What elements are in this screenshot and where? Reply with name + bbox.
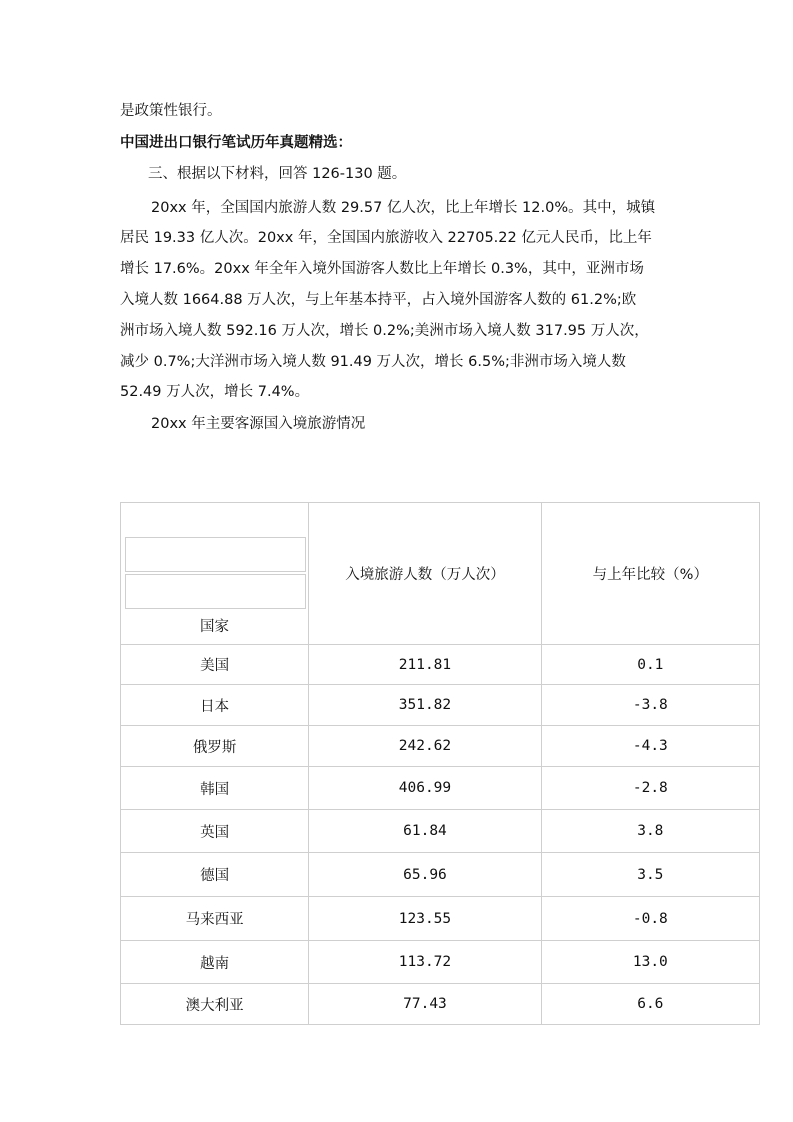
table-row bbox=[121, 897, 760, 941]
cell-visitors: 242.62 bbox=[309, 726, 541, 767]
cell-country: 澳大利亚 bbox=[121, 984, 309, 1025]
paragraph-line: 洲市场入境人数 592.16 万人次，增长 0.2%;美洲市场入境人数 317.95 万人次， bbox=[120, 323, 649, 339]
table-header-row bbox=[121, 503, 760, 645]
cell-change: -2.8 bbox=[541, 767, 759, 810]
cell-country: 美国 bbox=[121, 645, 309, 685]
cell-country: 日本 bbox=[121, 685, 309, 726]
cell-visitors: 77.43 bbox=[309, 984, 541, 1025]
cell-country: 德国 bbox=[121, 853, 309, 897]
table-row bbox=[121, 767, 760, 810]
cell-visitors: 65.96 bbox=[309, 853, 541, 897]
cell-visitors: 113.72 bbox=[309, 941, 541, 984]
table-row bbox=[121, 810, 760, 853]
table-row bbox=[121, 726, 760, 767]
header-country-cell bbox=[121, 503, 309, 645]
question-intro: 三、根据以下材料，回答 126-130 题。 bbox=[148, 166, 407, 182]
cell-change: -4.3 bbox=[541, 726, 759, 767]
cell-visitors: 61.84 bbox=[309, 810, 541, 853]
cell-country: 英国 bbox=[121, 810, 309, 853]
table-row bbox=[121, 645, 760, 685]
table-row bbox=[121, 984, 760, 1025]
cell-change: 0.1 bbox=[541, 645, 759, 685]
paragraph-line: 52.49 万人次，增长 7.4%。 bbox=[120, 384, 310, 400]
header-country: 国家 bbox=[200, 619, 229, 635]
cell-country: 俄罗斯 bbox=[121, 726, 309, 767]
table-row bbox=[121, 941, 760, 984]
cell-change: 3.5 bbox=[541, 853, 759, 897]
paragraph-line: 入境人数 1664.88 万人次，与上年基本持平，占入境外国游客人数的 61.2%;欧 bbox=[120, 292, 637, 308]
cell-country: 越南 bbox=[121, 941, 309, 984]
cell-change: 3.8 bbox=[541, 810, 759, 853]
paragraph-line: 减少 0.7%;大洋洲市场入境人数 91.49 万人次，增长 6.5%;非洲市场入境人数 bbox=[120, 354, 626, 370]
header-visitors: 入境旅游人数（万人次） bbox=[309, 503, 541, 645]
table-caption: 20xx 年主要客源国入境旅游情况 bbox=[151, 416, 366, 432]
header-inner-box bbox=[125, 537, 306, 572]
tourism-table bbox=[120, 502, 760, 1025]
cell-visitors: 351.82 bbox=[309, 685, 541, 726]
header-inner-box bbox=[125, 574, 306, 609]
intro-line: 是政策性银行。 bbox=[120, 103, 222, 119]
section-title: 中国进出口银行笔试历年真题精选： bbox=[120, 135, 352, 151]
cell-change: 6.6 bbox=[541, 984, 759, 1025]
cell-visitors: 211.81 bbox=[309, 645, 541, 685]
cell-change: -3.8 bbox=[541, 685, 759, 726]
cell-visitors: 406.99 bbox=[309, 767, 541, 810]
cell-country: 马来西亚 bbox=[121, 897, 309, 941]
table-row bbox=[121, 853, 760, 897]
table-row bbox=[121, 685, 760, 726]
cell-visitors: 123.55 bbox=[309, 897, 541, 941]
cell-change: -0.8 bbox=[541, 897, 759, 941]
cell-country: 韩国 bbox=[121, 767, 309, 810]
paragraph-line: 增长 17.6%。20xx 年全年入境外国游客人数比上年增长 0.3%，其中，亚洲市场 bbox=[120, 261, 644, 277]
paragraph-line: 居民 19.33 亿人次。20xx 年，全国国内旅游收入 22705.22 亿元人民币，比上年 bbox=[120, 230, 652, 246]
paragraph-line: 20xx 年，全国国内旅游人数 29.57 亿人次，比上年增长 12.0%。其中，城镇 bbox=[151, 200, 656, 216]
header-change: 与上年比较（%） bbox=[541, 503, 759, 645]
cell-change: 13.0 bbox=[541, 941, 759, 984]
